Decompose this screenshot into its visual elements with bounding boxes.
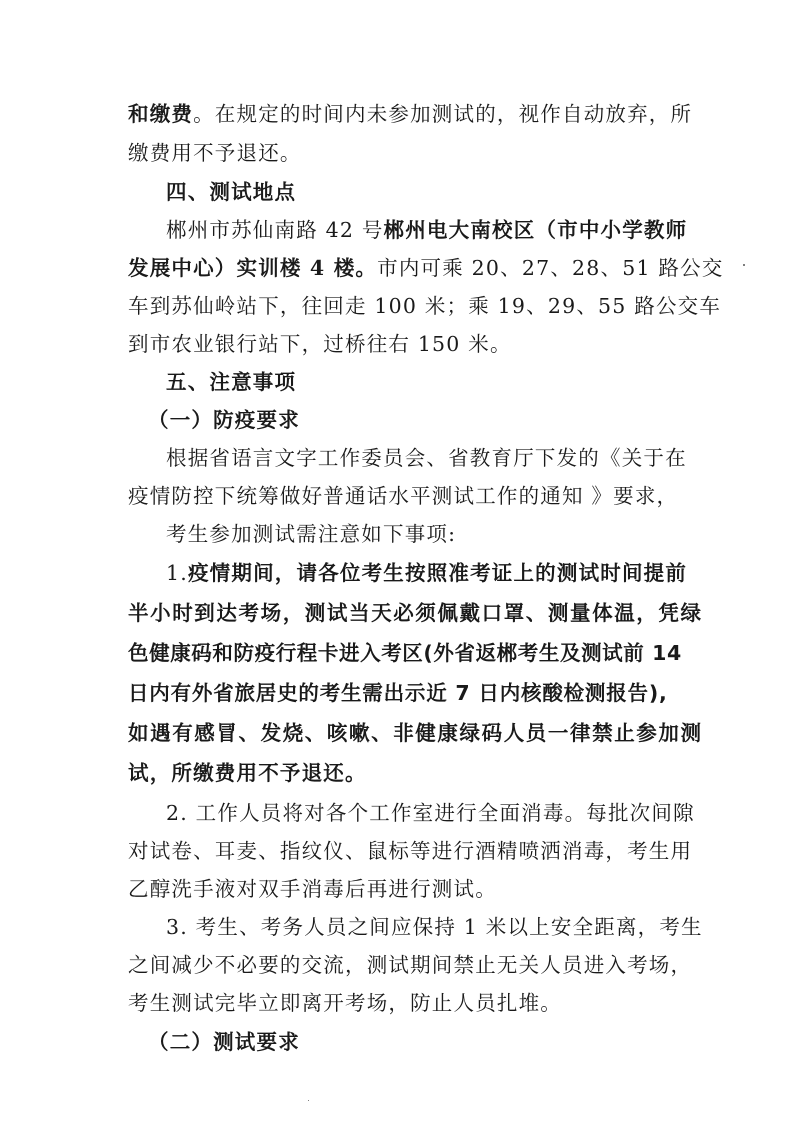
p1-line-2: 缴费用不予退还。 — [128, 141, 302, 165]
p2-building: 发展中心）实训楼 4 楼。 — [128, 256, 378, 280]
p1-line-1 — [128, 104, 692, 125]
item1-line-5: 如遇有感冒、发烧、咳嗽、非健康绿码人员一律禁止参加测 — [128, 721, 703, 745]
p2-line-2 — [128, 258, 724, 279]
subheading-test-requirements: （二）测试要求 — [148, 1030, 300, 1054]
item2-line-2: 对试卷、耳麦、指纹仪、鼠标等进行酒精喷洒消毒，考生用 — [128, 839, 693, 863]
p3-line-1: 根据省语言文字工作委员会、省教育厅下发的《关于在 — [166, 446, 687, 470]
item2-line-3: 乙醇洗手液对双手消毒后再进行测试。 — [128, 877, 497, 901]
scan-speck — [308, 1100, 309, 1101]
item1-line-2: 半小时到达考场，测试当天必须佩戴口罩、测量体温，凭绿 — [128, 601, 703, 625]
subheading-epidemic: （一）防疫要求 — [148, 408, 300, 432]
p3-line-3: 考生参加测试需注意如下事项: — [166, 522, 457, 546]
item1-line-4: 日内有外省旅居史的考生需出示近 7 日内核酸检测报告), — [128, 681, 668, 705]
item1-line-3: 色健康码和防疫行程卡进入考区(外省返郴考生及测试前 14 — [128, 641, 682, 665]
p1-line-1-text: 。在规定的时间内未参加测试的，视作自动放弃，所 — [193, 102, 693, 126]
p2-line-4: 到市农业银行站下，过桥往右 150 米。 — [128, 332, 512, 356]
scan-speck — [743, 264, 745, 266]
p2-address: 郴州市苏仙南路 42 号 — [166, 218, 384, 242]
p2-campus: 郴州电大南校区（市中小学教师 — [383, 218, 688, 242]
item2-line-1: 2. 工作人员将对各个工作室进行全面消毒。每批次间隙 — [166, 801, 695, 825]
p1-bold-lead: 和缴费 — [128, 102, 194, 126]
p3-line-2: 疫情防控下统筹做好普通话水平测试工作的通知 》要求， — [128, 484, 679, 508]
p2-bus-intro: 市内可乘 20、27、28、51 路公交 — [377, 256, 724, 280]
p2-line-3: 车到苏仙岭站下，往回走 100 米；乘 19、29、55 路公交车 — [128, 294, 722, 318]
p2-line-1 — [166, 220, 687, 241]
item3-line-3: 考生测试完毕立即离开考场，防止人员扎堆。 — [128, 991, 562, 1015]
item3-line-2: 之间减少不必要的交流，测试期间禁止无关人员进入考场， — [128, 953, 693, 977]
item3-line-1: 3. 考生、考务人员之间应保持 1 米以上安全距离，考生 — [166, 915, 703, 939]
item1-number: 1. — [166, 561, 188, 585]
item1-line-1 — [166, 563, 687, 584]
item1-line-6: 试，所缴费用不予退还。 — [128, 761, 367, 785]
item1-text-1: 疫情期间，请各位考生按照准考证上的测试时间提前 — [187, 561, 688, 585]
heading-section-4: 四、测试地点 — [166, 180, 297, 204]
heading-section-5: 五、注意事项 — [166, 370, 297, 394]
